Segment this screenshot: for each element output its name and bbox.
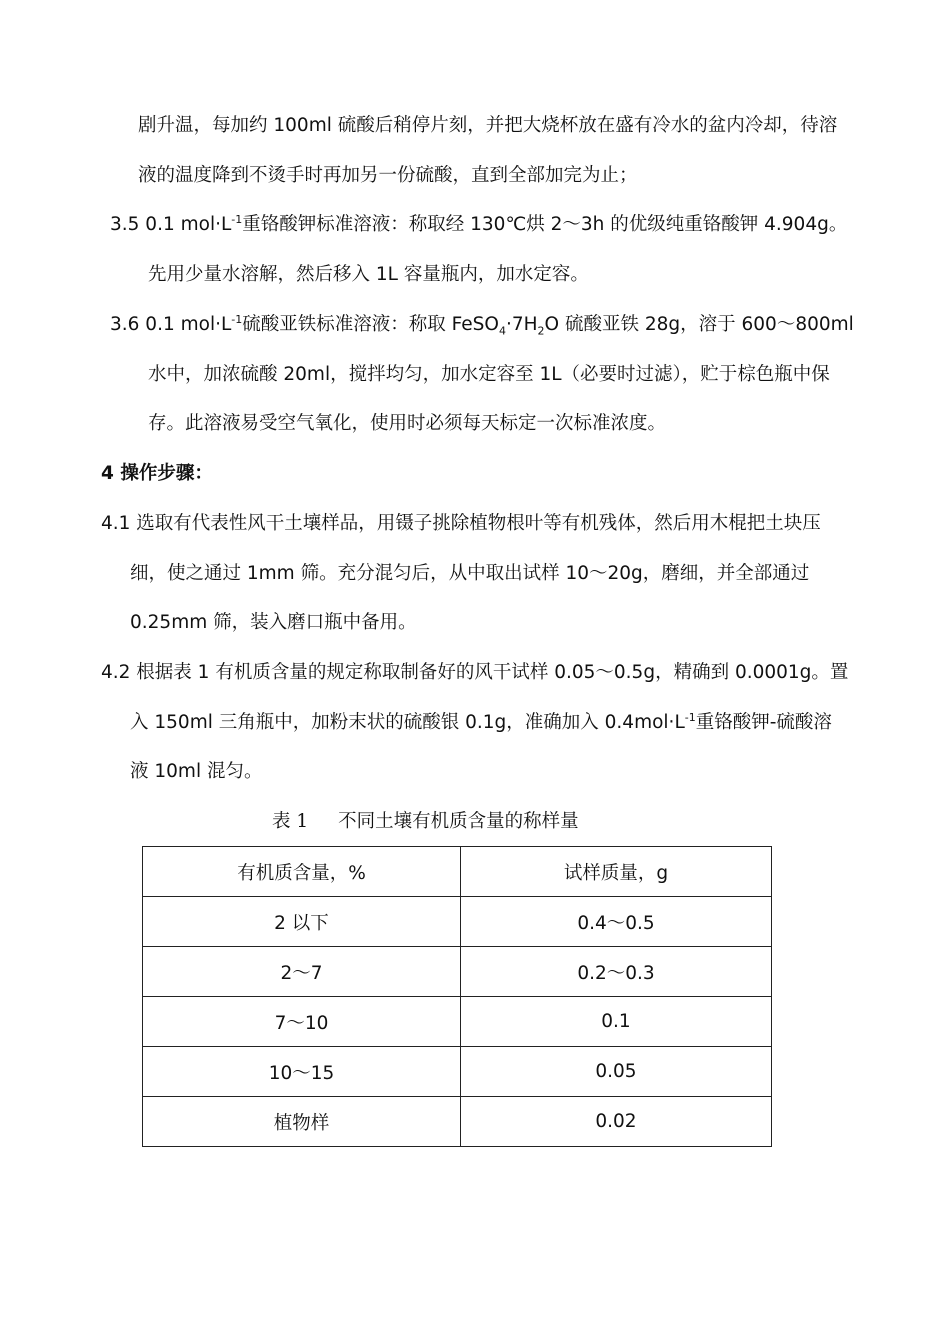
table-cell: 10～15	[143, 1047, 461, 1097]
paragraph-line: 液 10ml 混匀。	[130, 761, 263, 782]
table-row	[143, 997, 772, 1047]
table-cell: 0.4～0.5	[460, 897, 771, 947]
table-header-cell: 有机质含量，%	[143, 847, 461, 897]
table-header-row	[143, 847, 772, 897]
table-cell: 0.02	[460, 1097, 771, 1147]
paragraph-line: 细，使之通过 1mm 筛。充分混匀后，从中取出试样 10～20g，磨细，并全部通过	[130, 563, 810, 584]
table-row	[143, 1097, 772, 1147]
paragraph-line	[130, 711, 832, 735]
paragraph-line: 水中，加浓硫酸 20ml，搅拌均匀，加水定容至 1L（必要时过滤），贮于棕色瓶中保	[148, 364, 830, 385]
table-cell: 2～7	[143, 947, 461, 997]
text-run: 入 150ml 三角瓶中，加粉末状的硫酸银 0.1g，准确加入 0.4mol·L	[130, 712, 685, 733]
section-heading: 4 操作步骤：	[101, 463, 213, 484]
table-cell: 0.1	[460, 997, 771, 1047]
sample-weight-table	[142, 846, 772, 1147]
table-row	[143, 947, 772, 997]
text-run: 重铬酸钾标准溶液：称取经 130℃烘 2～3h 的优级纯重铬酸钾 4.904g。	[242, 214, 848, 235]
paragraph-line: 0.25mm 筛，装入磨口瓶中备用。	[130, 612, 417, 633]
table-header-cell: 试样质量，g	[460, 847, 771, 897]
text-run: ·7H	[505, 314, 538, 335]
table-caption	[272, 810, 579, 834]
table-cell: 植物样	[143, 1097, 461, 1147]
paragraph-line: 液的温度降到不烫手时再加另一份硫酸，直到全部加完为止；	[138, 165, 638, 186]
subscript: 4	[498, 324, 506, 338]
text-run: 重铬酸钾-硫酸溶	[695, 712, 832, 733]
superscript: -1	[231, 312, 243, 326]
paragraph-line: 先用少量水溶解，然后移入 1L 容量瓶内，加水定容。	[148, 264, 589, 285]
paragraph-line: 4.2 根据表 1 有机质含量的规定称取制备好的风干试样 0.05～0.5g，精确到 0.0001g。置	[101, 662, 849, 683]
paragraph-line: 4.1 选取有代表性风干土壤样品，用镊子挑除植物根叶等有机残体，然后用木棍把土块压	[101, 513, 821, 534]
superscript: -1	[684, 710, 696, 724]
paragraph-line: 剧升温，每加约 100ml 硫酸后稍停片刻，并把大烧杯放在盛有冷水的盆内冷却，待溶	[138, 115, 838, 136]
text-run: 3.5 0.1 mol·L	[110, 214, 232, 235]
paragraph-line	[110, 213, 847, 237]
table-cell: 2 以下	[143, 897, 461, 947]
table-number: 表 1	[272, 811, 309, 832]
table-cell: 7～10	[143, 997, 461, 1047]
table-cell: 0.05	[460, 1047, 771, 1097]
text-run: 3.6 0.1 mol·L	[110, 314, 232, 335]
paragraph-line	[110, 313, 854, 337]
table-title: 不同土壤有机质含量的称样量	[338, 811, 579, 832]
paragraph-line: 存。此溶液易受空气氧化，使用时必须每天标定一次标准浓度。	[148, 413, 667, 434]
superscript: -1	[231, 212, 243, 226]
table-row	[143, 897, 772, 947]
text-run: O 硫酸亚铁 28g，溶于 600～800ml	[544, 314, 854, 335]
text-run: 硫酸亚铁标准溶液：称取 FeSO	[242, 314, 499, 335]
table-row	[143, 1047, 772, 1097]
table-cell: 0.2～0.3	[460, 947, 771, 997]
subscript: 2	[537, 324, 545, 338]
